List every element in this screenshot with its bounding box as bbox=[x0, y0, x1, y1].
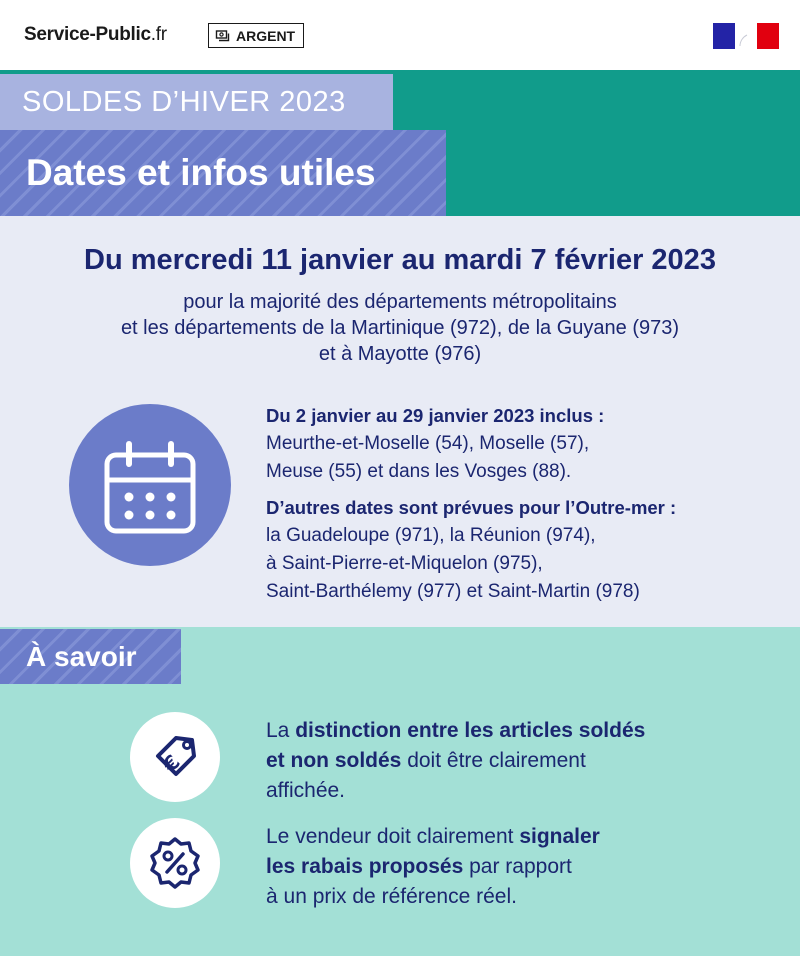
top-bar bbox=[0, 0, 800, 70]
block1-line: Meuse (55) et dans les Vosges (88). bbox=[266, 461, 572, 482]
percent-badge-icon bbox=[130, 818, 220, 908]
brand-logo[interactable]: Service-Public.fr bbox=[24, 24, 167, 45]
tip-distinction: La distinction entre les articles soldés et non soldés doit être clairement affichée. bbox=[266, 719, 646, 802]
calendar-badge bbox=[69, 404, 231, 566]
french-republic-flag-icon bbox=[713, 23, 779, 49]
block1-title: Du 2 janvier au 29 janvier 2023 inclus : bbox=[266, 405, 605, 426]
page-title: Dates et infos utiles bbox=[0, 130, 446, 216]
main-dates-headline: Du mercredi 11 janvier au mardi 7 février 2023 bbox=[84, 244, 716, 276]
money-icon bbox=[215, 28, 231, 44]
desc-line: et à Mayotte (976) bbox=[318, 343, 482, 365]
desc-line: et les départements de la Martinique (972), de la Guyane (973) bbox=[120, 317, 680, 339]
header-band bbox=[0, 0, 800, 216]
main-dates-description bbox=[0, 289, 800, 367]
section-title-a-savoir: À savoir bbox=[0, 629, 181, 684]
dates-section bbox=[0, 216, 800, 627]
tip-rabais: Le vendeur doit clairement signaler les rabais proposés par rapport à un prix de référence réel. bbox=[266, 825, 600, 908]
block1-line: Meurthe-et-Moselle (54), Moselle (57), bbox=[266, 433, 590, 454]
price-tag-badge bbox=[130, 712, 220, 802]
other-dates bbox=[266, 402, 786, 606]
svg-text:€: € bbox=[157, 749, 185, 777]
category-tag[interactable]: ARGENT bbox=[208, 23, 304, 48]
kicker-label: SOLDES D’HIVER 2023 bbox=[0, 74, 393, 130]
discount-badge bbox=[130, 818, 220, 908]
block2-line: Saint-Barthélemy (977) et Saint-Martin (978) bbox=[266, 581, 640, 602]
block2-title: D’autres dates sont prévues pour l’Outre-mer : bbox=[266, 497, 677, 518]
block2-line: à Saint-Pierre-et-Miquelon (975), bbox=[266, 553, 543, 574]
calendar-icon bbox=[69, 404, 231, 566]
block2-line: la Guadeloupe (971), la Réunion (974), bbox=[266, 525, 596, 546]
euro-price-tag-icon bbox=[130, 712, 220, 802]
desc-line: pour la majorité des départements métropolitains bbox=[183, 291, 617, 313]
